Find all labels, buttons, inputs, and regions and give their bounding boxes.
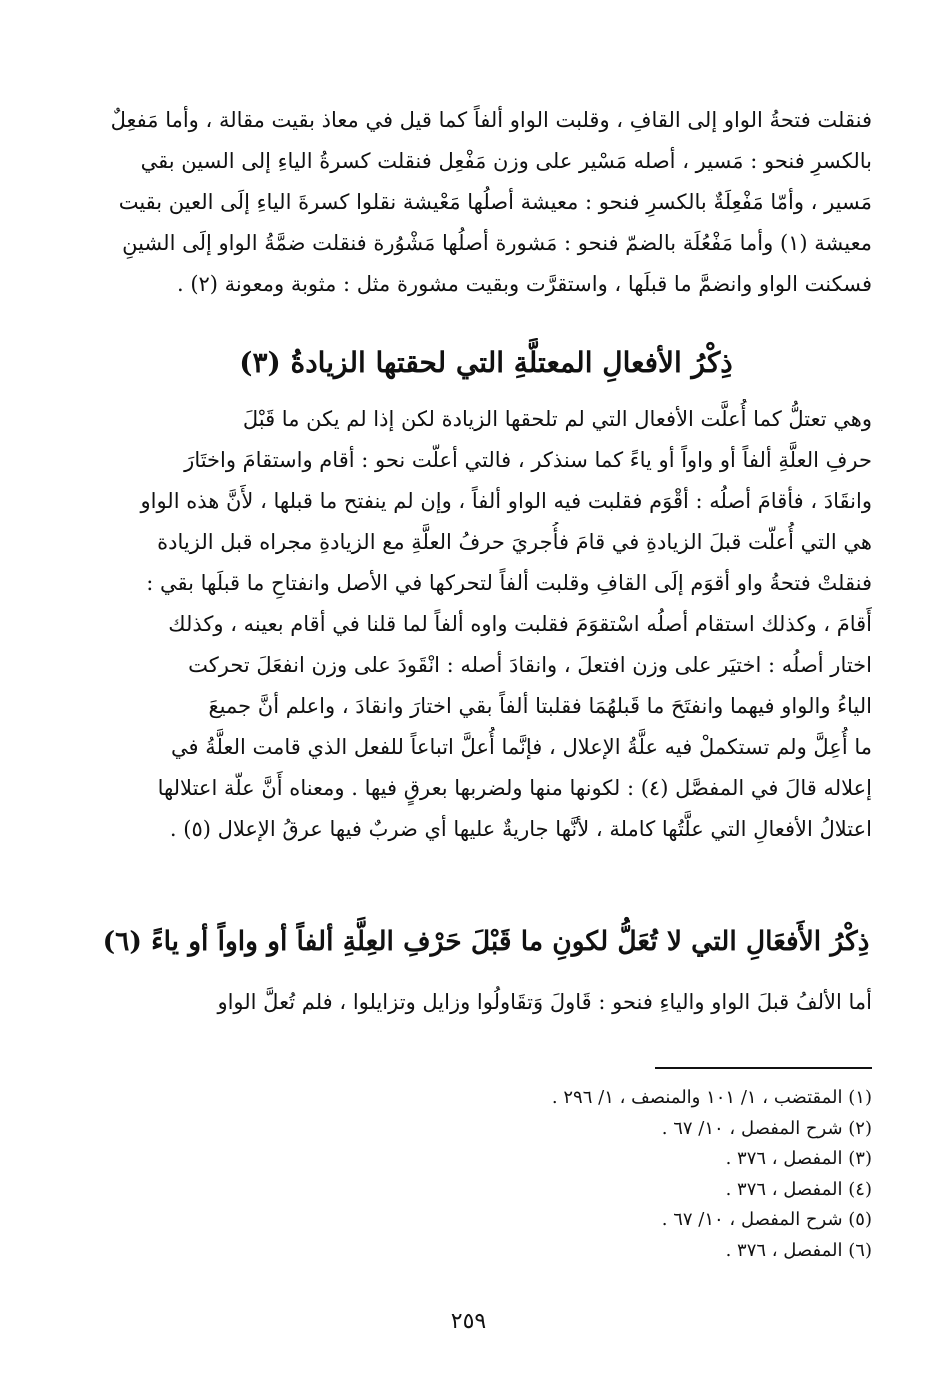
footnote: (٣) المفصل ، ٣٧٦ . <box>725 1148 872 1169</box>
text-line: وهي تعتلُّ كما أُعلَّت الأفعال التي لم تلحقها الزيادة لكن إذا لم يكن ما قَبْلَ <box>242 407 872 431</box>
paragraph-unaltered-verbs <box>100 982 872 1023</box>
paragraph-augmented-verbs <box>100 399 872 850</box>
footnote: (٤) المفصل ، ٣٧٦ . <box>725 1178 872 1200</box>
text-line: اختار أصلُه : اختيَر على وزن افتعلَ ، وانقادَ أصله : انْقَودَ على وزن انفعَلَ تحركت <box>188 653 872 677</box>
text-line: فنقلت فتحةُ الواو إلى القافِ ، وقلبت الواو ألفاً كما قيل في معاذ بقيت مقالة ، وأما مَفعِلٌ <box>110 108 872 132</box>
footnote: (١) المقتضب ، ١/ ١٠١ والمنصف ، ١/ ٢٩٦ . <box>551 1087 872 1108</box>
footnote: (٥) شرح المفصل ، ١٠/ ٦٧ . <box>661 1209 872 1230</box>
text-line: مَسير ، وأمّا مَفْعِلَةٌ بالكسرِ فنحو : معيشة أصلُها مَعْيشة نقلوا كسرةَ الياءِ إلَى العين بقيت <box>118 190 872 214</box>
text-line: ما أُعِلَّ ولم تستكملْ فيه علَّةُ الإعلال ، فإنَّما أُعلَّ اتباعاً للفعل الذي قامت العلَّةُ في <box>171 735 872 759</box>
text-line: معيشة (١) وأما مَفْعُلَة بالضمّ فنحو : مَشورة أصلُها مَشْوُرة فنقلت ضمَّةُ الواو إلَى الشينِ <box>122 231 872 255</box>
footnote-separator <box>655 1067 872 1069</box>
section-heading-augmented-verbs: ذِكْرُ الأفعالِ المعتلَّةِ التي لحقتها الزيادةُ (٣) <box>239 346 733 379</box>
text-line: بالكسرِ فنحو : مَسير ، أصله مَسْير على وزن مَفْعِل فنقلت كسرةُ الياءِ إلى السين بقي <box>140 149 872 173</box>
text-line: اعتلالُ الأفعالِ التي علَّتُها كاملة ، لأنَّها جاريةٌ عليها أي ضربٌ فيها عرقُ الإعلال (٥) . <box>169 817 872 841</box>
page-number: ٢٥٩ <box>450 1309 487 1334</box>
text-line: أَقامَ ، وكذلك استقام أصلُه اسْتقوَمَ فقلبت واوه ألفاً لما قلنا في أقام بعينه ، وكذلك <box>168 612 872 636</box>
text-line: إعلاله قالَ في المفصَّل (٤) : لكونها منها ولضربها بعرقٍ فيها . ومعناه أَنَّ علّة اعتلالها <box>157 776 872 800</box>
text-line: هي التي أُعلّت قبلَ الزيادةِ في قامَ فأُجريَ حرفُ العلَّةِ مع الزيادةِ مجراه قبل الزيادة <box>157 530 872 554</box>
text-line: فنقلتْ فتحةُ واو أقوَم إلَى القافِ وقلبت ألفاً لتحركها في الأصل وانفتاحِ ما قبلَها بقي : <box>146 571 872 595</box>
text-line: فسكنت الواو وانضمَّ ما قبلَها ، واستقرَّت وبقيت مشورة مثل : مثوبة ومعونة (٢) . <box>176 272 872 296</box>
text-line: حرفِ العلَّةِ ألفاً أو واواً أو ياءً كما سنذكر ، فالتي أعلّت نحو : أقام واستقامَ واختَارَ <box>184 448 872 472</box>
footnote: (٢) شرح المفصل ، ١٠/ ٦٧ . <box>661 1117 872 1139</box>
footnotes <box>100 1083 872 1266</box>
paragraph-masdar-forms <box>100 100 872 305</box>
text-line: أما الألفُ قبلَ الواو والياءِ فنحو : قَاولَ وَتقَاولُوا وزايل وتزايلوا ، فلم تُعلَّ الواو <box>217 990 872 1014</box>
footnote: (٦) المفصل ، ٣٧٦ . <box>725 1239 872 1261</box>
section-heading-unaltered-verbs: ذِكْرُ الأَفعَالِ التي لا تُعَلُّ لكونِ ما قَبْلَ حَرْفِ العِلَّةِ ألفاً أو واواً أو ياءً (٦) <box>102 926 870 957</box>
text-line: الياءُ والواو فيهما وانفتَحَ ما قَبلهُمَا فقلبتا ألفاً بقي اختارَ وانقادَ ، واعلم أنَّ جميعَ <box>208 694 872 718</box>
text-line: وانقَادَ ، فأقامَ أصلُه : أقْوَم فقلبت فيه الواو ألفاً ، وإن لم ينفتح ما قبلها ، لأَنَّ هذه الواو <box>140 489 872 513</box>
